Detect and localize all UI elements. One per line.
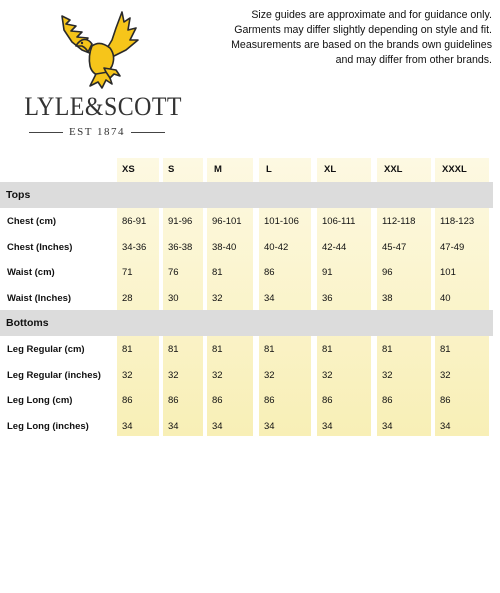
table-cell: 34	[212, 420, 223, 432]
table-cell: 34-36	[122, 241, 147, 253]
table-cell: 91	[322, 267, 333, 278]
table-cell: 34	[440, 420, 451, 432]
row-label: Leg Long (inches)	[7, 420, 89, 432]
row-label: Leg Regular (cm)	[7, 344, 85, 355]
table-cell: 38	[382, 292, 393, 304]
table-cell: 34	[264, 292, 275, 304]
table-cell: 91-96	[168, 216, 193, 227]
row-label: Waist (Inches)	[7, 292, 72, 304]
table-cell: 101-106	[264, 216, 299, 227]
table-cell: 81	[168, 344, 179, 355]
size-header: S	[168, 164, 175, 175]
brand-name: LYLE&SCOTT	[24, 92, 182, 121]
section-header	[0, 310, 493, 336]
disclaimer-line: and may differ from other brands.	[335, 54, 492, 66]
size-header-row	[0, 160, 500, 180]
table-cell: 112-118	[382, 216, 416, 227]
disclaimer-line: Measurements are based on the brands own guidelines	[231, 39, 492, 51]
table-cell: 96	[382, 267, 393, 278]
table-cell: 47-49	[440, 241, 465, 253]
est-text: EST 1874	[68, 126, 126, 138]
table-cell: 86	[264, 395, 275, 406]
table-cell: 106-111	[322, 216, 356, 227]
table-cell: 34	[168, 420, 179, 432]
table-cell: 32	[382, 369, 393, 381]
brand-logo	[18, 10, 182, 140]
table-cell: 34	[382, 420, 393, 432]
disclaimer-line: Size guides are approximate and for guidance only.	[251, 9, 492, 21]
table-row	[0, 259, 500, 284]
row-label: Chest (cm)	[7, 216, 57, 227]
size-header: XXL	[384, 164, 403, 175]
table-cell: 45-47	[382, 241, 407, 253]
table-cell: 81	[264, 344, 275, 355]
table-cell: 42-44	[322, 241, 347, 253]
size-header: M	[214, 164, 222, 175]
table-cell: 28	[122, 292, 133, 304]
table-cell: 86	[122, 395, 133, 406]
table-cell: 32	[440, 369, 451, 381]
eagle-icon	[56, 10, 142, 90]
table-cell: 86	[382, 395, 393, 406]
section-title: Bottoms	[6, 317, 49, 329]
table-cell: 86	[264, 267, 275, 278]
size-header: XXXL	[442, 164, 467, 175]
table-cell: 81	[212, 344, 223, 355]
table-cell: 86	[440, 395, 451, 406]
table-row	[0, 413, 500, 438]
table-cell: 32	[212, 369, 223, 381]
table-cell: 32	[264, 369, 275, 381]
table-cell: 86-91	[122, 216, 147, 227]
row-label: Leg Long (cm)	[7, 395, 73, 406]
section-header	[0, 182, 493, 208]
table-cell: 81	[122, 344, 133, 355]
est-row	[18, 124, 176, 140]
table-cell: 81	[322, 344, 333, 355]
row-label: Chest (Inches)	[7, 241, 73, 253]
table-cell: 81	[382, 344, 393, 355]
table-row	[0, 387, 500, 412]
table-cell: 32	[212, 292, 223, 304]
table-row	[0, 285, 500, 310]
row-label: Leg Regular (inches)	[7, 369, 101, 381]
size-disclaimer	[192, 8, 492, 68]
table-cell: 32	[122, 369, 133, 381]
table-cell: 86	[212, 395, 223, 406]
table-cell: 81	[440, 344, 451, 355]
table-row	[0, 208, 500, 233]
disclaimer-line: Garments may differ slightly depending on style and fit.	[234, 24, 492, 36]
size-header: XS	[122, 164, 135, 175]
table-row	[0, 362, 500, 387]
section-title: Tops	[6, 189, 31, 201]
table-cell: 34	[264, 420, 275, 432]
size-header: L	[266, 164, 272, 175]
table-cell: 96-101	[212, 216, 242, 227]
table-cell: 30	[168, 292, 179, 304]
table-cell: 71	[122, 267, 133, 278]
size-header: XL	[324, 164, 337, 175]
table-row	[0, 234, 500, 259]
divider	[131, 132, 165, 133]
table-cell: 86	[322, 395, 333, 406]
table-cell: 40-42	[264, 241, 289, 253]
table-cell: 40	[440, 292, 451, 304]
table-cell: 101	[440, 267, 456, 278]
table-cell: 38-40	[212, 241, 237, 253]
table-cell: 76	[168, 267, 179, 278]
table-cell: 32	[168, 369, 179, 381]
divider	[29, 132, 63, 133]
table-row	[0, 336, 500, 361]
table-cell: 36	[322, 292, 333, 304]
table-cell: 86	[168, 395, 179, 406]
table-cell: 81	[212, 267, 223, 278]
row-label: Waist (cm)	[7, 267, 55, 278]
table-cell: 36-38	[168, 241, 193, 253]
table-cell: 34	[122, 420, 133, 432]
table-cell: 34	[322, 420, 333, 432]
table-cell: 32	[322, 369, 333, 381]
table-cell: 118-123	[440, 216, 475, 227]
